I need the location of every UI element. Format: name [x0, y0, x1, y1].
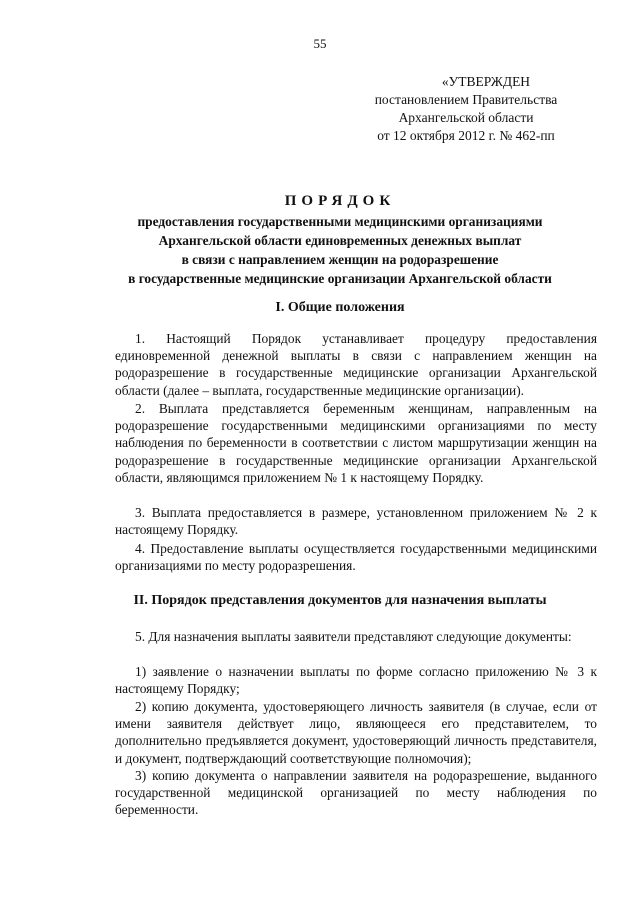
- title-line-1: предоставления государственными медицинскими организациями: [137, 214, 543, 229]
- paragraph-5-item-1: 1) заявление о назначении выплаты по форме согласно приложению № 3 к настоящему Порядку;: [115, 664, 597, 697]
- approval-line-3: Архангельской области: [398, 110, 534, 125]
- title-line-3: в связи с направлением женщин на родоразрешение: [181, 252, 499, 267]
- title-line-4: в государственные медицинские организации Архангельской области: [128, 271, 552, 286]
- paragraph-4: 4. Предоставление выплаты осуществляется государственными медицинскими организациями по месту родоразрешения.: [115, 541, 597, 574]
- approval-line-1: «УТВЕРЖДЕН: [441, 74, 531, 89]
- approval-stamp: [356, 73, 576, 145]
- paragraph-5-item-2: 2) копию документа, удостоверяющего личность заявителя (в случае, если от имени заявителя действует лицо, являющееся его представителем, то дополнительно предъявляется документ, удостоверяющий личность представителя, и документ, подтверждающий соответствующие полномочия);: [115, 699, 597, 766]
- document-title: [60, 190, 620, 288]
- title-main: ПОРЯДОК: [284, 193, 396, 209]
- paragraph-5-item-3: 3) копию документа о направлении заявителя на родоразрешение, выданного государственной медицинской организацией по месту наблюдения по беременности.: [115, 768, 597, 818]
- paragraph-1: 1. Настоящий Порядок устанавливает процедуру предоставления единовременной денежной выплаты в связи с направлением женщин на родоразрешение в государственные медицинские организации Архангельской области (далее – выплата, государственные медицинские организации).: [115, 331, 597, 398]
- section-heading-2: II. Порядок представления документов для назначения выплаты: [133, 593, 547, 608]
- page-number: 55: [313, 36, 327, 51]
- section-heading-1: I. Общие положения: [275, 300, 405, 315]
- paragraph-3: 3. Выплата предоставляется в размере, установленном приложением № 2 к настоящему Порядку.: [115, 505, 597, 538]
- approval-line-4: от 12 октября 2012 г. № 462-пп: [377, 128, 555, 143]
- title-line-2: Архангельской области единовременных денежных выплат: [158, 233, 522, 248]
- paragraph-5: 5. Для назначения выплаты заявители представляют следующие документы:: [135, 629, 572, 644]
- paragraph-2: 2. Выплата представляется беременным женщинам, направленным на родоразрешение государственными медицинскими организациями по месту наблюдения по беременности в соответствии с листом маршрутизации женщин на родоразрешение в государственные медицинские организации Архангельской области, являющимся приложением № 1 к настоящему Порядку.: [115, 401, 597, 485]
- approval-line-2: постановлением Правительства: [374, 92, 558, 107]
